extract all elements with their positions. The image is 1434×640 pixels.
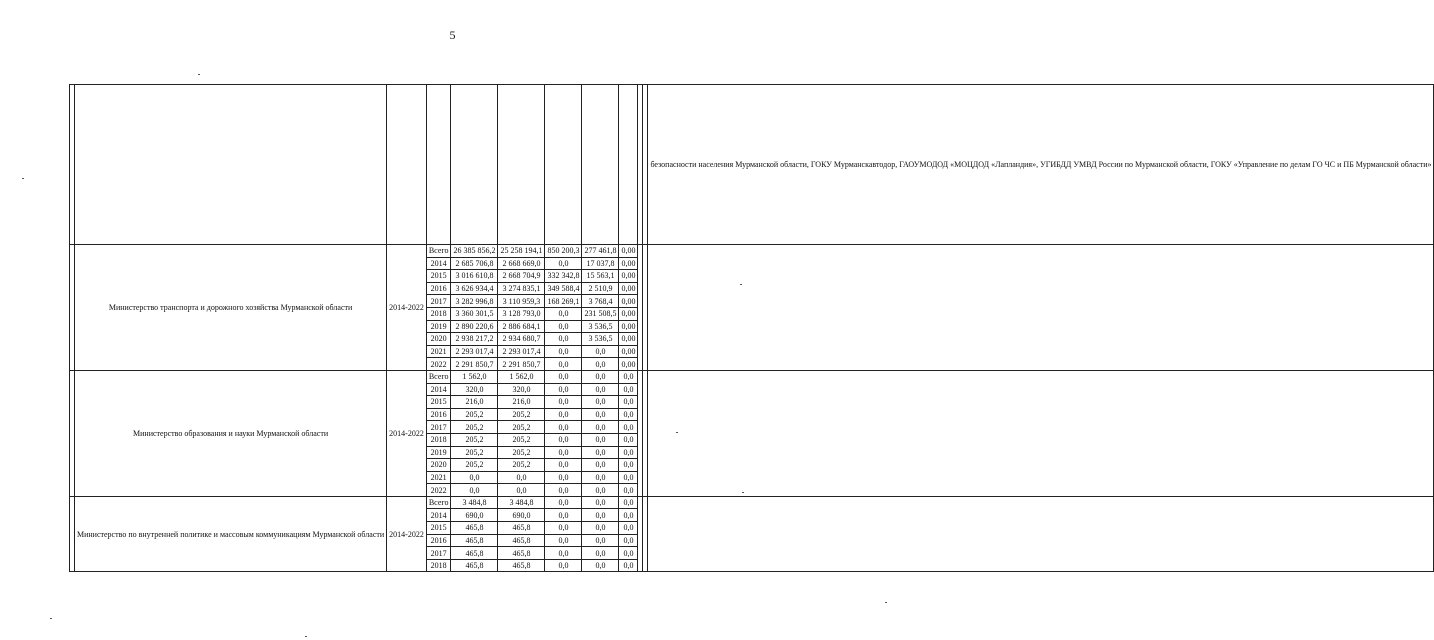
total-cell: 205,2 bbox=[451, 459, 498, 472]
regional-budget-cell: 465,8 bbox=[498, 547, 545, 560]
blank-cell bbox=[648, 370, 1434, 496]
federal-budget-cell: 168 269,1 bbox=[545, 295, 582, 308]
blank-cell bbox=[387, 85, 427, 245]
local-budget-cell: 0,0 bbox=[582, 408, 619, 421]
table-row bbox=[70, 85, 1434, 245]
blank-cell bbox=[648, 245, 1434, 371]
organization-cell: Министерство по внутренней политике и массовым коммуникациям Мурманской области bbox=[75, 496, 387, 572]
federal-budget-cell: 0,0 bbox=[545, 509, 582, 522]
federal-budget-cell: 0,0 bbox=[545, 471, 582, 484]
federal-budget-cell: 0,0 bbox=[545, 484, 582, 497]
other-sources-cell: 0,0 bbox=[619, 396, 638, 409]
scan-speck bbox=[198, 74, 200, 75]
total-cell: 320,0 bbox=[451, 383, 498, 396]
regional-budget-cell: 25 258 194,1 bbox=[498, 245, 545, 258]
total-cell: 216,0 bbox=[451, 396, 498, 409]
federal-budget-cell: 0,0 bbox=[545, 496, 582, 509]
total-cell: 0,0 bbox=[451, 484, 498, 497]
blank-cell bbox=[75, 85, 387, 245]
total-cell: 2 291 850,7 bbox=[451, 358, 498, 371]
local-budget-cell: 0,0 bbox=[582, 370, 619, 383]
period-cell: 2014-2022 bbox=[387, 370, 427, 496]
local-budget-cell: 0,0 bbox=[582, 559, 619, 572]
federal-budget-cell: 0,0 bbox=[545, 459, 582, 472]
other-sources-cell: 0,00 bbox=[619, 270, 638, 283]
year-cell: 2015 bbox=[426, 522, 451, 535]
federal-budget-cell: 349 588,4 bbox=[545, 282, 582, 295]
other-sources-cell: 0,00 bbox=[619, 307, 638, 320]
total-cell: 205,2 bbox=[451, 421, 498, 434]
regional-budget-cell: 2 291 850,7 bbox=[498, 358, 545, 371]
other-sources-cell: 0,0 bbox=[619, 547, 638, 560]
scan-speck bbox=[305, 636, 307, 637]
organization-cell: Министерство образования и науки Мурманской области bbox=[75, 370, 387, 496]
regional-budget-cell: 205,2 bbox=[498, 408, 545, 421]
total-cell: 3 360 301,5 bbox=[451, 307, 498, 320]
local-budget-cell: 0,0 bbox=[582, 396, 619, 409]
local-budget-cell: 0,0 bbox=[582, 433, 619, 446]
year-cell: 2015 bbox=[426, 270, 451, 283]
other-sources-cell: 0,0 bbox=[619, 446, 638, 459]
blank-cell bbox=[545, 85, 582, 245]
federal-budget-cell: 0,0 bbox=[545, 421, 582, 434]
regional-budget-cell: 3 128 793,0 bbox=[498, 307, 545, 320]
scan-speck bbox=[22, 178, 24, 179]
federal-budget-cell: 850 200,3 bbox=[545, 245, 582, 258]
scan-speck bbox=[742, 492, 744, 493]
local-budget-cell: 0,0 bbox=[582, 522, 619, 535]
table-row bbox=[70, 245, 1434, 258]
year-cell: 2020 bbox=[426, 333, 451, 346]
year-cell: 2017 bbox=[426, 295, 451, 308]
total-cell: 465,8 bbox=[451, 522, 498, 535]
regional-budget-cell: 3 274 835,1 bbox=[498, 282, 545, 295]
year-cell: 2022 bbox=[426, 358, 451, 371]
local-budget-cell: 0,0 bbox=[582, 345, 619, 358]
other-sources-cell: 0,0 bbox=[619, 509, 638, 522]
total-cell: 205,2 bbox=[451, 446, 498, 459]
total-cell: 465,8 bbox=[451, 559, 498, 572]
year-cell: Всего bbox=[426, 370, 451, 383]
other-sources-cell: 0,00 bbox=[619, 358, 638, 371]
regional-budget-cell: 2 886 684,1 bbox=[498, 320, 545, 333]
federal-budget-cell: 0,0 bbox=[545, 559, 582, 572]
period-cell: 2014-2022 bbox=[387, 496, 427, 572]
federal-budget-cell: 0,0 bbox=[545, 370, 582, 383]
local-budget-cell: 3 536,5 bbox=[582, 320, 619, 333]
regional-budget-cell: 320,0 bbox=[498, 383, 545, 396]
budget-table bbox=[69, 84, 1434, 572]
year-cell: 2021 bbox=[426, 345, 451, 358]
blank-cell bbox=[619, 85, 638, 245]
other-sources-cell: 0,0 bbox=[619, 496, 638, 509]
other-sources-cell: 0,00 bbox=[619, 333, 638, 346]
regional-budget-cell: 3 110 959,3 bbox=[498, 295, 545, 308]
year-cell: 2020 bbox=[426, 459, 451, 472]
year-cell: 2017 bbox=[426, 547, 451, 560]
other-sources-cell: 0,00 bbox=[619, 320, 638, 333]
total-cell: 1 562,0 bbox=[451, 370, 498, 383]
federal-budget-cell: 0,0 bbox=[545, 383, 582, 396]
regional-budget-cell: 690,0 bbox=[498, 509, 545, 522]
other-sources-cell: 0,00 bbox=[619, 257, 638, 270]
period-cell: 2014-2022 bbox=[387, 245, 427, 371]
regional-budget-cell: 465,8 bbox=[498, 522, 545, 535]
local-budget-cell: 15 563,1 bbox=[582, 270, 619, 283]
scan-speck bbox=[885, 602, 887, 603]
other-sources-cell: 0,00 bbox=[619, 245, 638, 258]
total-cell: 3 626 934,4 bbox=[451, 282, 498, 295]
total-cell: 2 293 017,4 bbox=[451, 345, 498, 358]
scan-speck bbox=[740, 284, 742, 285]
year-cell: 2022 bbox=[426, 484, 451, 497]
table-body bbox=[70, 85, 1434, 572]
regional-budget-cell: 216,0 bbox=[498, 396, 545, 409]
total-cell: 0,0 bbox=[451, 471, 498, 484]
federal-budget-cell: 0,0 bbox=[545, 446, 582, 459]
federal-budget-cell: 0,0 bbox=[545, 396, 582, 409]
local-budget-cell: 0,0 bbox=[582, 484, 619, 497]
regional-budget-cell: 2 668 669,0 bbox=[498, 257, 545, 270]
regional-budget-cell: 2 668 704,9 bbox=[498, 270, 545, 283]
year-cell: 2019 bbox=[426, 320, 451, 333]
regional-budget-cell: 1 562,0 bbox=[498, 370, 545, 383]
federal-budget-cell: 0,0 bbox=[545, 320, 582, 333]
organization-cell: Министерство транспорта и дорожного хозяйства Мурманской области bbox=[75, 245, 387, 371]
federal-budget-cell: 0,0 bbox=[545, 307, 582, 320]
table-row bbox=[70, 496, 1434, 509]
federal-budget-cell: 0,0 bbox=[545, 358, 582, 371]
year-cell: 2016 bbox=[426, 534, 451, 547]
federal-budget-cell: 0,0 bbox=[545, 345, 582, 358]
federal-budget-cell: 332 342,8 bbox=[545, 270, 582, 283]
year-cell: 2018 bbox=[426, 307, 451, 320]
federal-budget-cell: 0,0 bbox=[545, 522, 582, 535]
year-cell: 2014 bbox=[426, 509, 451, 522]
local-budget-cell: 3 768,4 bbox=[582, 295, 619, 308]
scan-speck bbox=[676, 432, 678, 433]
other-sources-cell: 0,0 bbox=[619, 370, 638, 383]
total-cell: 3 282 996,8 bbox=[451, 295, 498, 308]
other-sources-cell: 0,00 bbox=[619, 282, 638, 295]
other-sources-cell: 0,0 bbox=[619, 408, 638, 421]
regional-budget-cell: 2 293 017,4 bbox=[498, 345, 545, 358]
other-sources-cell: 0,00 bbox=[619, 295, 638, 308]
local-budget-cell: 0,0 bbox=[582, 547, 619, 560]
local-budget-cell: 0,0 bbox=[582, 421, 619, 434]
regional-budget-cell: 205,2 bbox=[498, 421, 545, 434]
total-cell: 3 016 610,8 bbox=[451, 270, 498, 283]
local-budget-cell: 17 037,8 bbox=[582, 257, 619, 270]
federal-budget-cell: 0,0 bbox=[545, 433, 582, 446]
other-sources-cell: 0,0 bbox=[619, 383, 638, 396]
other-sources-cell: 0,00 bbox=[619, 345, 638, 358]
federal-budget-cell: 0,0 bbox=[545, 547, 582, 560]
total-cell: 465,8 bbox=[451, 547, 498, 560]
other-sources-cell: 0,0 bbox=[619, 433, 638, 446]
other-sources-cell: 0,0 bbox=[619, 484, 638, 497]
regional-budget-cell: 0,0 bbox=[498, 484, 545, 497]
federal-budget-cell: 0,0 bbox=[545, 408, 582, 421]
year-cell: 2014 bbox=[426, 257, 451, 270]
local-budget-cell: 3 536,5 bbox=[582, 333, 619, 346]
year-cell: 2016 bbox=[426, 282, 451, 295]
regional-budget-cell: 465,8 bbox=[498, 534, 545, 547]
other-sources-cell: 0,0 bbox=[619, 534, 638, 547]
regional-budget-cell: 2 934 680,7 bbox=[498, 333, 545, 346]
blank-cell bbox=[451, 85, 498, 245]
local-budget-cell: 0,0 bbox=[582, 496, 619, 509]
executor-cell: безопасности населения Мурманской области, ГОКУ Мурманскавтодор, ГАОУМОДОД «МОЦДОД «Лапландия», УГИБДД УМВД России по Мурманской области, ГОКУ «Управление по делам ГО ЧС и ПБ Мурманской области» bbox=[648, 85, 1434, 245]
federal-budget-cell: 0,0 bbox=[545, 257, 582, 270]
other-sources-cell: 0,0 bbox=[619, 471, 638, 484]
local-budget-cell: 0,0 bbox=[582, 509, 619, 522]
federal-budget-cell: 0,0 bbox=[545, 534, 582, 547]
local-budget-cell: 277 461,8 bbox=[582, 245, 619, 258]
year-cell: 2017 bbox=[426, 421, 451, 434]
local-budget-cell: 231 508,5 bbox=[582, 307, 619, 320]
total-cell: 26 385 856,2 bbox=[451, 245, 498, 258]
regional-budget-cell: 465,8 bbox=[498, 559, 545, 572]
regional-budget-cell: 0,0 bbox=[498, 471, 545, 484]
year-cell: 2021 bbox=[426, 471, 451, 484]
local-budget-cell: 0,0 bbox=[582, 446, 619, 459]
page-number: 5 bbox=[449, 28, 456, 42]
scan-speck bbox=[50, 618, 52, 619]
total-cell: 3 484,8 bbox=[451, 496, 498, 509]
year-cell: 2014 bbox=[426, 383, 451, 396]
other-sources-cell: 0,0 bbox=[619, 459, 638, 472]
total-cell: 465,8 bbox=[451, 534, 498, 547]
year-cell: Всего bbox=[426, 496, 451, 509]
year-cell: 2019 bbox=[426, 446, 451, 459]
federal-budget-cell: 0,0 bbox=[545, 333, 582, 346]
year-cell: 2016 bbox=[426, 408, 451, 421]
other-sources-cell: 0,0 bbox=[619, 522, 638, 535]
regional-budget-cell: 205,2 bbox=[498, 459, 545, 472]
year-cell: Всего bbox=[426, 245, 451, 258]
local-budget-cell: 0,0 bbox=[582, 471, 619, 484]
local-budget-cell: 0,0 bbox=[582, 383, 619, 396]
local-budget-cell: 0,0 bbox=[582, 358, 619, 371]
total-cell: 2 890 220,6 bbox=[451, 320, 498, 333]
blank-cell bbox=[498, 85, 545, 245]
total-cell: 205,2 bbox=[451, 433, 498, 446]
other-sources-cell: 0,0 bbox=[619, 559, 638, 572]
regional-budget-cell: 205,2 bbox=[498, 433, 545, 446]
regional-budget-cell: 3 484,8 bbox=[498, 496, 545, 509]
table-row bbox=[70, 370, 1434, 383]
year-cell: 2015 bbox=[426, 396, 451, 409]
regional-budget-cell: 205,2 bbox=[498, 446, 545, 459]
blank-cell bbox=[582, 85, 619, 245]
local-budget-cell: 0,0 bbox=[582, 459, 619, 472]
blank-cell bbox=[648, 496, 1434, 572]
blank-cell bbox=[426, 85, 451, 245]
total-cell: 2 938 217,2 bbox=[451, 333, 498, 346]
local-budget-cell: 2 510,9 bbox=[582, 282, 619, 295]
total-cell: 2 685 706,8 bbox=[451, 257, 498, 270]
total-cell: 205,2 bbox=[451, 408, 498, 421]
other-sources-cell: 0,0 bbox=[619, 421, 638, 434]
year-cell: 2018 bbox=[426, 559, 451, 572]
total-cell: 690,0 bbox=[451, 509, 498, 522]
year-cell: 2018 bbox=[426, 433, 451, 446]
local-budget-cell: 0,0 bbox=[582, 534, 619, 547]
